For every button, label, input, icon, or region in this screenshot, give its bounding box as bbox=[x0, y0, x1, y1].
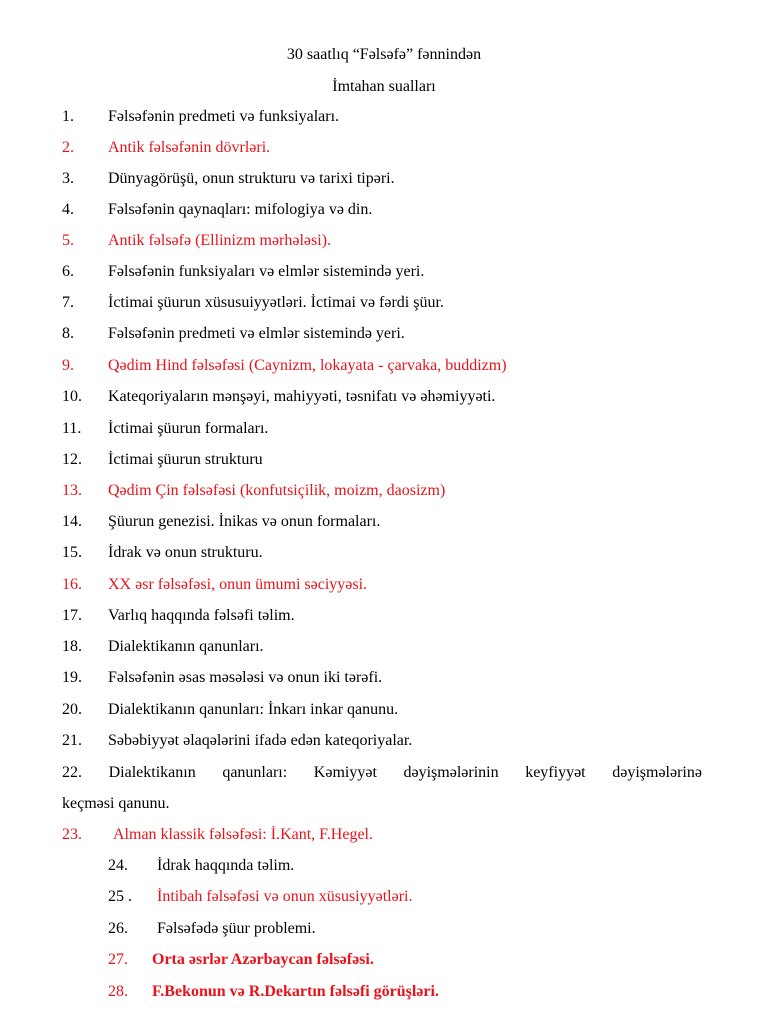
question-item bbox=[62, 107, 702, 127]
question-text: İctimai şüurun strukturu bbox=[108, 451, 263, 468]
question-text: Səbəbiyyət əlaqələrini ifadə edən kateqoriyalar. bbox=[108, 732, 413, 749]
question-number: 16. bbox=[62, 576, 82, 593]
question-text: Fəlsəfənin predmeti və funksiyaları. bbox=[108, 108, 340, 125]
question-number: 2. bbox=[62, 139, 74, 156]
question-item bbox=[62, 700, 702, 720]
question-item bbox=[62, 450, 702, 470]
question-text: İctimai şüurun xüsusuiyyətləri. İctimai və fərdi şüur. bbox=[108, 294, 444, 311]
question-item bbox=[62, 575, 702, 595]
question-word: Kəmiyyət bbox=[313, 764, 377, 781]
question-text: Fəlsəfənin funksiyaları və elmlər sistemində yeri. bbox=[108, 263, 425, 280]
question-text: İdrak və onun strukturu. bbox=[108, 544, 263, 561]
question-number: 10. bbox=[62, 388, 82, 405]
question-number: 25 . bbox=[108, 888, 132, 905]
question-item bbox=[62, 138, 702, 158]
question-number: 9. bbox=[62, 357, 74, 374]
question-item bbox=[62, 950, 702, 970]
justified-line bbox=[62, 763, 702, 783]
question-text: Antik fəlsəfə (Ellinizm mərhələsi). bbox=[108, 232, 332, 249]
question-item bbox=[62, 324, 702, 344]
question-text: Fəlsəfədə şüur problemi. bbox=[157, 920, 316, 937]
question-number: 12. bbox=[62, 451, 82, 468]
question-item bbox=[62, 262, 702, 282]
question-number: 13. bbox=[62, 482, 82, 499]
question-item bbox=[62, 419, 702, 439]
question-item bbox=[62, 169, 702, 189]
question-number: 11. bbox=[62, 420, 82, 437]
question-number: 28. bbox=[108, 983, 128, 1000]
question-item bbox=[62, 637, 702, 657]
question-number: 4. bbox=[62, 201, 74, 218]
question-text: Fəlsəfənin predmeti və elmlər sistemində yeri. bbox=[108, 325, 405, 342]
question-number: 27. bbox=[108, 951, 128, 968]
question-item bbox=[62, 356, 702, 376]
question-item bbox=[62, 200, 702, 220]
question-number: 26. bbox=[108, 920, 128, 937]
question-number: 19. bbox=[62, 669, 82, 686]
question-continuation: keçməsi qanunu. bbox=[62, 795, 170, 812]
question-text: Dialektikanın qanunları: İnkarı inkar qanunu. bbox=[108, 701, 399, 718]
question-item bbox=[62, 825, 702, 845]
question-text: F.Bekonun və R.Dekartın fəlsəfi görüşləri. bbox=[152, 983, 439, 1000]
question-text: İctimai şüurun formaları. bbox=[108, 420, 269, 437]
question-text: Şüurun genezisi. İnikas və onun formaları. bbox=[108, 513, 381, 530]
question-item bbox=[62, 231, 702, 251]
question-item bbox=[62, 481, 702, 501]
question-word: keyfiyyət bbox=[525, 764, 586, 781]
question-number: 23. bbox=[62, 826, 82, 843]
question-number: 5. bbox=[62, 232, 74, 249]
question-item bbox=[62, 543, 702, 563]
question-text: Kateqoriyaların mənşəyi, mahiyyəti, təsnifatı və əhəmiyyəti. bbox=[108, 388, 496, 405]
question-number: 17. bbox=[62, 607, 82, 624]
question-number: 22. bbox=[62, 764, 82, 781]
question-text: Dünyagörüşü, onun strukturu və tarixi tipəri. bbox=[108, 170, 395, 187]
question-item bbox=[62, 668, 702, 688]
question-item-justified bbox=[62, 763, 702, 783]
question-number: 6. bbox=[62, 263, 74, 280]
question-item bbox=[62, 731, 702, 751]
question-text: XX əsr fəlsəfəsi, onun ümumi səciyyəsi. bbox=[108, 576, 368, 593]
question-number: 1. bbox=[62, 108, 74, 125]
question-item bbox=[62, 387, 702, 407]
question-text: Qədim Hind fəlsəfəsi (Caynizm, lokayata - çarvaka, buddizm) bbox=[108, 357, 507, 374]
question-item bbox=[62, 512, 702, 532]
question-text: Alman klassik fəlsəfəsi: İ.Kant, F.Hegel. bbox=[113, 826, 373, 843]
question-item bbox=[62, 887, 702, 907]
question-text: İdrak haqqında təlim. bbox=[157, 857, 295, 874]
question-number: 7. bbox=[62, 294, 74, 311]
question-item bbox=[62, 856, 702, 876]
question-number: 20. bbox=[62, 701, 82, 718]
question-word: Dialektikanın bbox=[108, 764, 196, 781]
question-number: 14. bbox=[62, 513, 82, 530]
question-item bbox=[62, 293, 702, 313]
question-text: Fəlsəfənin əsas məsələsi və onun iki tərəfi. bbox=[108, 669, 383, 686]
question-text: Dialektikanın qanunları. bbox=[108, 638, 264, 655]
question-text: Qədim Çin fəlsəfəsi (konfutsiçilik, moizm, daosizm) bbox=[108, 482, 446, 499]
question-text: Orta əsrlər Azərbaycan fəlsəfəsi. bbox=[152, 951, 374, 968]
question-number: 3. bbox=[62, 170, 74, 187]
question-number: 18. bbox=[62, 638, 82, 655]
question-text: İntibah fəlsəfəsi və onun xüsusiyyətləri. bbox=[157, 888, 413, 905]
question-number: 24. bbox=[108, 857, 128, 874]
question-item bbox=[62, 919, 702, 939]
question-word: dəyişmələrinin bbox=[403, 764, 499, 781]
question-word: qanunları: bbox=[222, 764, 288, 781]
question-text: Antik fəlsəfənin dövrləri. bbox=[108, 139, 271, 156]
question-word: dəyişmələrinə bbox=[612, 764, 702, 781]
question-text: Varlıq haqqında fəlsəfi təlim. bbox=[108, 607, 295, 624]
document-title: 30 saatlıq “Fəlsəfə” fənnindən bbox=[286, 46, 482, 63]
question-number: 21. bbox=[62, 732, 82, 749]
question-item bbox=[62, 982, 702, 1002]
question-number: 8. bbox=[62, 325, 74, 342]
document-subtitle: İmtahan sualları bbox=[332, 78, 436, 95]
question-item bbox=[62, 606, 702, 626]
question-text: Fəlsəfənin qaynaqları: mifologiya və din. bbox=[108, 201, 373, 218]
question-number: 15. bbox=[62, 544, 82, 561]
